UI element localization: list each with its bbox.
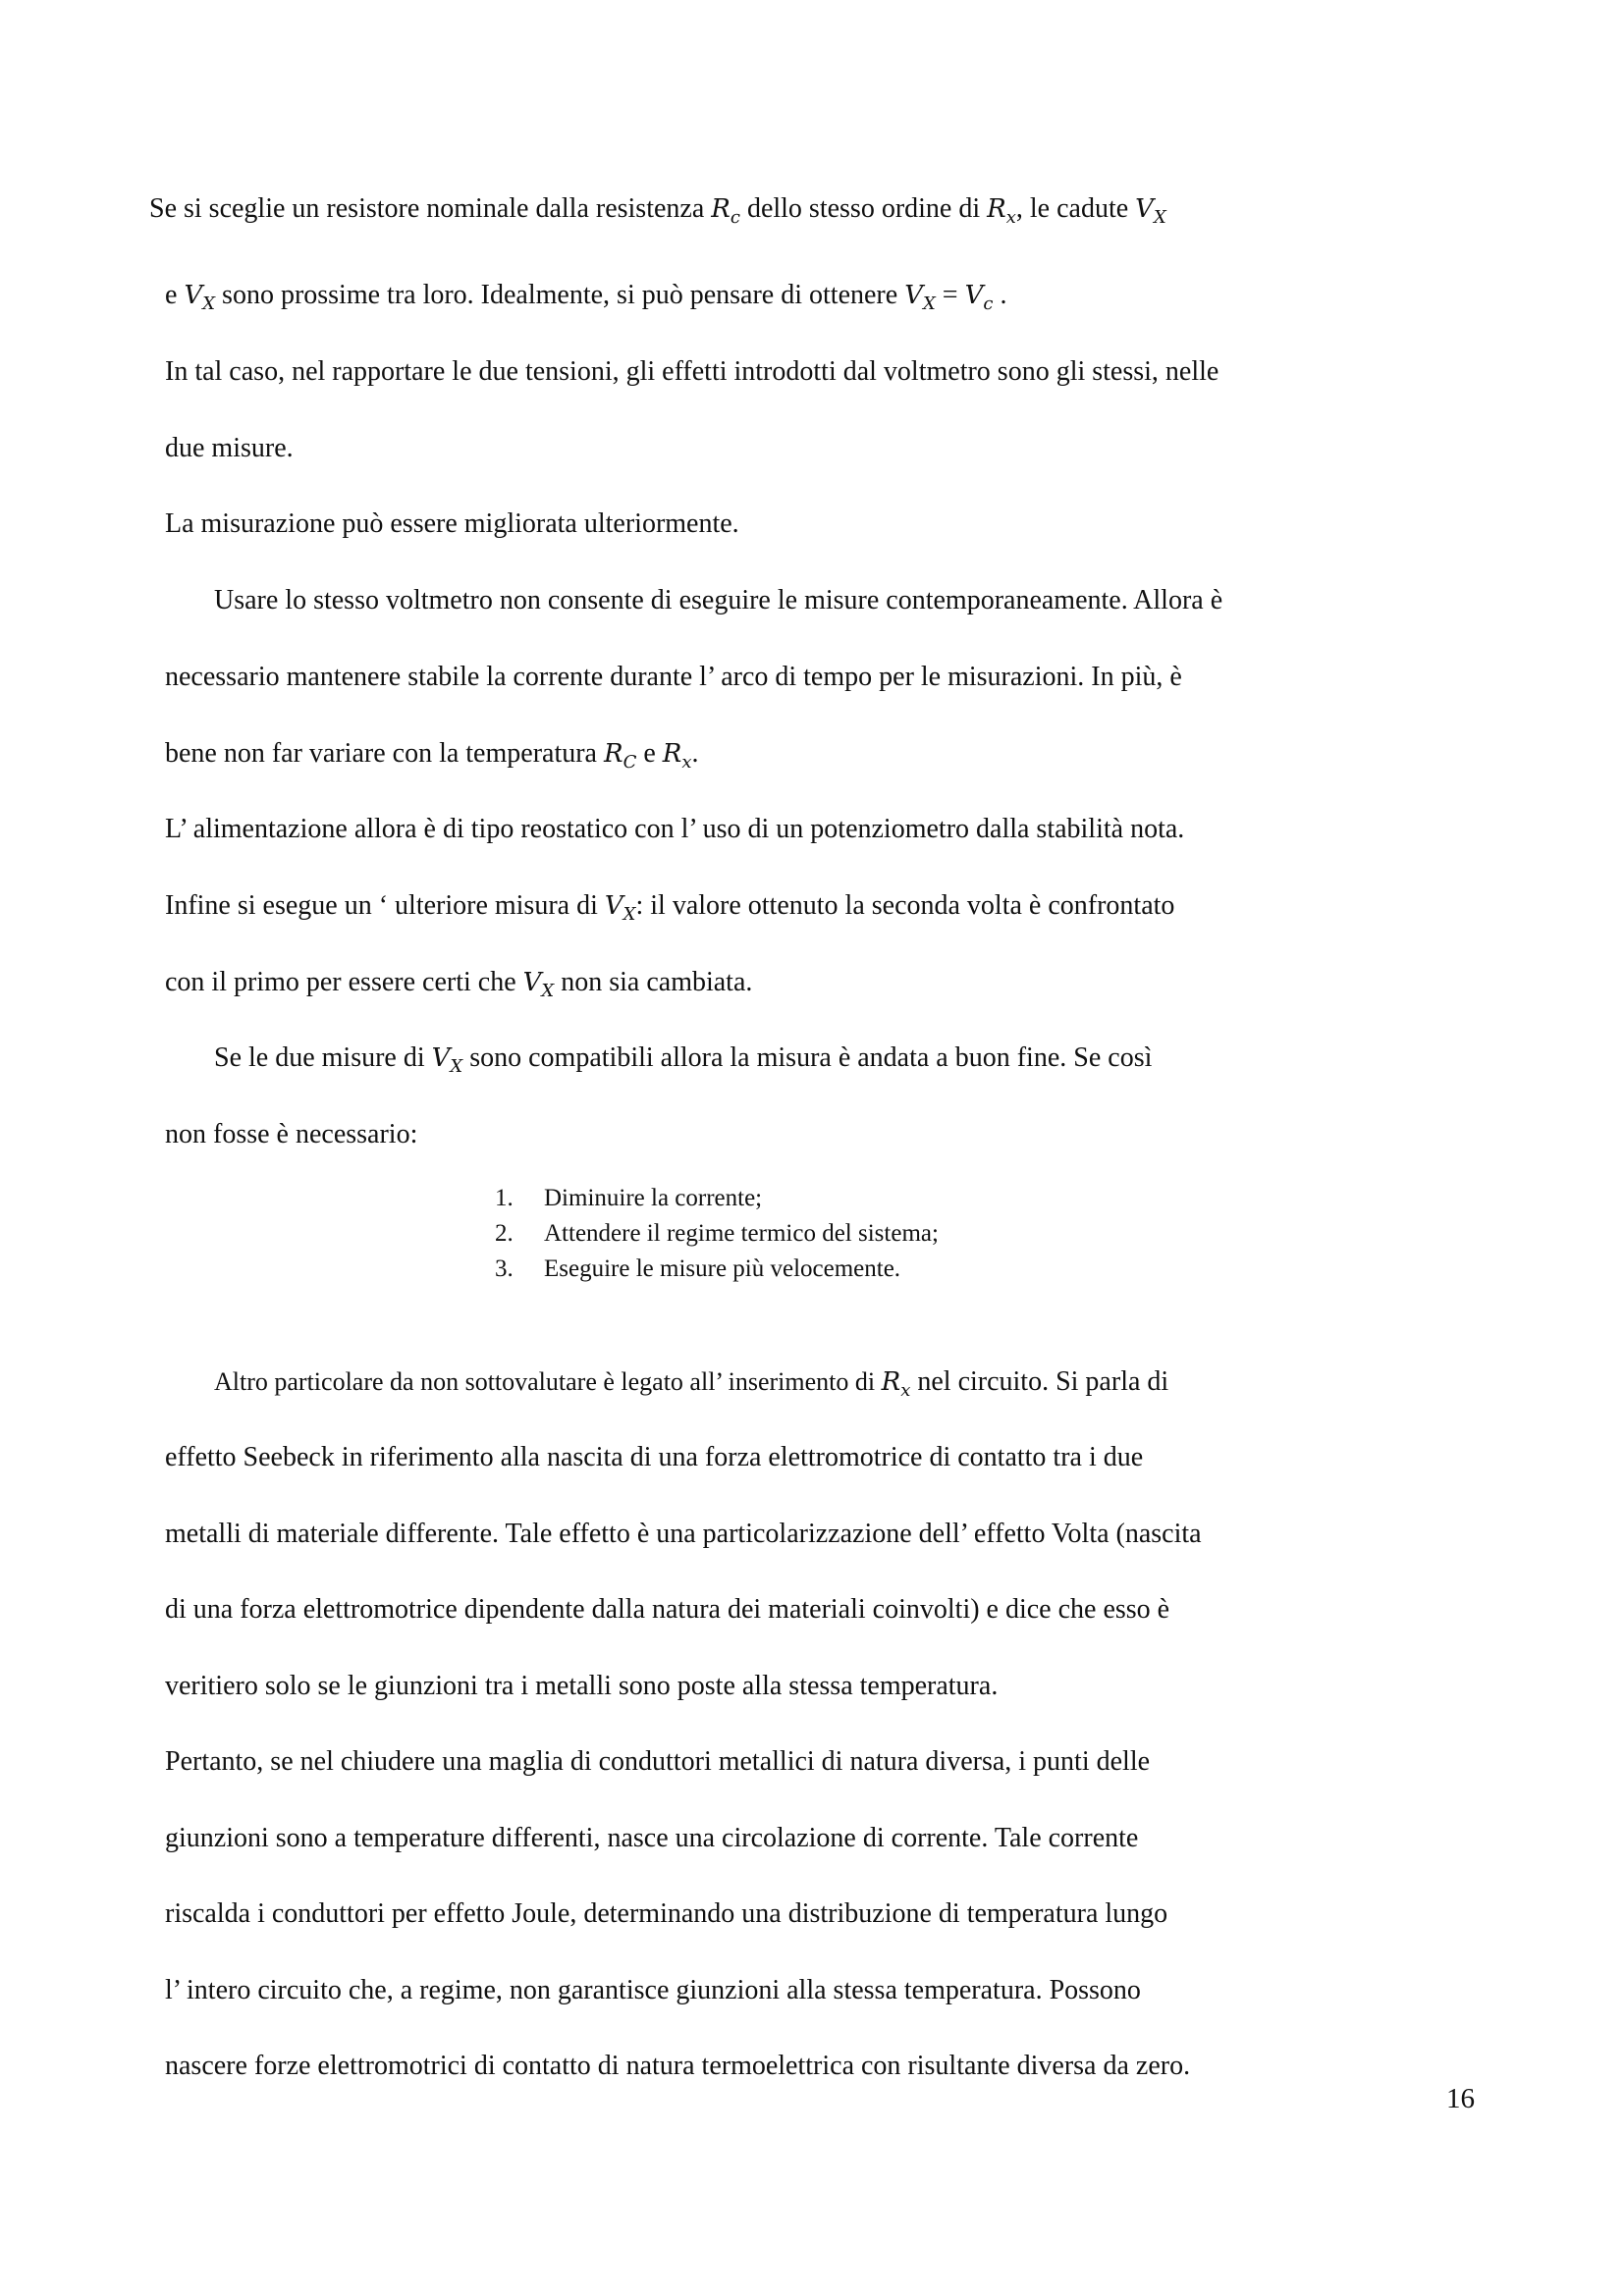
list-item bbox=[495, 1220, 939, 1248]
text-line: Se le due misure di $V_X$ sono compatibili allora la misura è andata a buon fine. Se così bbox=[214, 1042, 1153, 1077]
list-number: 3. bbox=[495, 1255, 514, 1282]
text-line: con il primo per essere certi che $V_X$ non sia cambiata. bbox=[165, 967, 753, 1001]
list-text: Attendere il regime termico del sistema; bbox=[544, 1220, 939, 1247]
text-line: nascere forze elettromotrici di contatto di natura termoelettrica con risultante diversa da zero. bbox=[165, 2051, 1191, 2081]
text-line: Pertanto, se nel chiudere una maglia di conduttori metallici di natura diversa, i punti delle bbox=[165, 1746, 1151, 1777]
text-line: Se si sceglie un resistore nominale dalla resistenza $R_c$ dello stesso ordine di $R_x$, le cadute $V_X$ bbox=[149, 193, 1166, 228]
text-line: Altro particolare da non sottovalutare è legato all’ inserimento di $R_x$ nel circuito. Si parla di bbox=[214, 1366, 1169, 1401]
list-number: 2. bbox=[495, 1220, 514, 1247]
text-line: metalli di materiale differente. Tale effetto è una particolarizzazione dell’ effetto Volta (nascita bbox=[165, 1519, 1202, 1549]
list-item bbox=[495, 1185, 762, 1212]
list-item bbox=[495, 1255, 900, 1283]
text-line: l’ intero circuito che, a regime, non garantisce giunzioni alla stessa temperatura. Possono bbox=[165, 1975, 1141, 2005]
text-line: di una forza elettromotrice dipendente dalla natura dei materiali coinvolti) e dice che esso è bbox=[165, 1594, 1170, 1625]
text-line: bene non far variare con la temperatura $R_C$ e $R_x$. bbox=[165, 738, 699, 773]
text-line: giunzioni sono a temperature differenti, nasce una circolazione di corrente. Tale corrente bbox=[165, 1823, 1139, 1853]
text-line: L’ alimentazione allora è di tipo reostatico con l’ uso di un potenziometro dalla stabilità nota. bbox=[165, 814, 1185, 844]
text-line: effetto Seebeck in riferimento alla nascita di una forza elettromotrice di contatto tra i due bbox=[165, 1442, 1144, 1472]
text-line: In tal caso, nel rapportare le due tensioni, gli effetti introdotti dal voltmetro sono gli stessi, nelle bbox=[165, 356, 1219, 387]
list-text: Eseguire le misure più velocemente. bbox=[544, 1255, 901, 1282]
text-line: veritiero solo se le giunzioni tra i metalli sono poste alla stessa temperatura. bbox=[165, 1671, 999, 1701]
text-line: necessario mantenere stabile la corrente durante l’ arco di tempo per le misurazioni. In più, è bbox=[165, 662, 1182, 692]
page-number: 16 bbox=[1446, 2083, 1475, 2114]
text-line: riscalda i conduttori per effetto Joule, determinando una distribuzione di temperatura lungo bbox=[165, 1898, 1168, 1929]
text-line: due misure. bbox=[165, 433, 294, 463]
list-text: Diminuire la corrente; bbox=[544, 1185, 763, 1211]
text-line: La misurazione può essere migliorata ulteriormente. bbox=[165, 508, 739, 539]
text-line: Usare lo stesso voltmetro non consente di eseguire le misure contemporaneamente. Allora è bbox=[214, 585, 1223, 615]
text-line: Infine si esegue un ‘ ulteriore misura di $V_X$: il valore ottenuto la seconda volta è confrontato bbox=[165, 890, 1175, 925]
list-number: 1. bbox=[495, 1185, 514, 1211]
text-line: non fosse è necessario: bbox=[165, 1119, 418, 1149]
text-line: e $V_X$ sono prossime tra loro. Idealmente, si può pensare di ottenere $V_X = V_c$ . bbox=[165, 280, 1007, 314]
